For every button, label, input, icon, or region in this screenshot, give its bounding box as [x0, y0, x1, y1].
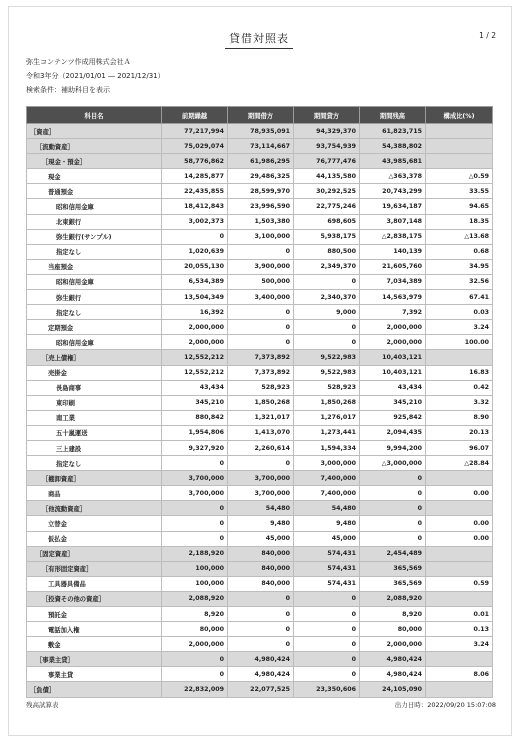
cell-period-credit: 44,135,580 [294, 169, 360, 184]
table-section-row [27, 139, 493, 154]
cell-account-name: 北東銀行 [27, 214, 162, 229]
cell-account-name: 昭和信用金庫 [27, 199, 162, 214]
cell-period-balance: 43,434 [360, 380, 426, 395]
cell-period-credit: 94,329,370 [294, 124, 360, 139]
cell-period-balance: 365,569 [360, 576, 426, 591]
cell-ratio: 0.00 [426, 486, 493, 501]
table-header-row [27, 107, 493, 124]
cell-ratio: 20.13 [426, 425, 493, 440]
cell-ratio: 94.65 [426, 199, 493, 214]
cell-account-name: 現金 [27, 169, 162, 184]
page-number: 1 / 2 [479, 31, 496, 40]
cell-account-name: 預託金 [27, 607, 162, 622]
cell-account-name: 事業主貸 [27, 667, 162, 682]
cell-ratio: 34.95 [426, 259, 493, 274]
cell-ratio: 0.00 [426, 516, 493, 531]
cell-period-credit: 7,400,000 [294, 486, 360, 501]
table-row [27, 410, 493, 425]
cell-period-balance: 0 [360, 501, 426, 516]
cell-account-name: ［現金・預金］ [27, 154, 162, 169]
cell-period-balance: 2,454,489 [360, 546, 426, 561]
cell-period-debit: 3,900,000 [228, 259, 294, 274]
cell-account-name: ［他流動資産］ [27, 501, 162, 516]
cell-account-name: 昭和信用金庫 [27, 335, 162, 350]
column-header-account: 科目名 [27, 107, 162, 124]
cell-period-credit: 1,273,441 [294, 425, 360, 440]
table-row [27, 380, 493, 395]
cell-account-name: 立替金 [27, 516, 162, 531]
cell-period-credit: 93,754,939 [294, 139, 360, 154]
table-row [27, 320, 493, 335]
cell-account-name: 昭和信用金庫 [27, 274, 162, 289]
cell-ratio [426, 154, 493, 169]
table-section-row [27, 652, 493, 667]
cell-account-name: ［有形固定資産］ [27, 561, 162, 576]
cell-period-balance: 54,388,802 [360, 139, 426, 154]
cell-period-balance: 365,569 [360, 561, 426, 576]
cell-account-name: ［流動資産］ [27, 139, 162, 154]
search-condition: 検索条件：補助科目を表示 [26, 86, 110, 94]
cell-period-debit: 3,700,000 [228, 486, 294, 501]
cell-account-name: 指定なし [27, 244, 162, 259]
table-row [27, 637, 493, 652]
cell-account-name: 仮払金 [27, 531, 162, 546]
report-period: 令和3年分（2021/01/01 ― 2021/12/31） [26, 72, 165, 80]
cell-period-debit: 54,480 [228, 501, 294, 516]
cell-period-debit: 840,000 [228, 561, 294, 576]
company-name: 弥生コンテンツ作成用株式会社Ａ [26, 58, 131, 66]
cell-ratio: 3.32 [426, 395, 493, 410]
cell-ratio [426, 124, 493, 139]
cell-prev-balance: 0 [162, 667, 228, 682]
table-row [27, 244, 493, 259]
cell-ratio: 0.01 [426, 607, 493, 622]
cell-account-name: 五十嵐運送 [27, 425, 162, 440]
table-row [27, 425, 493, 440]
cell-account-name: ［投資その他の資産］ [27, 591, 162, 606]
cell-period-credit: 528,923 [294, 380, 360, 395]
cell-period-balance: 0 [360, 486, 426, 501]
cell-period-balance: 24,105,090 [360, 682, 426, 697]
cell-period-balance: 7,392 [360, 305, 426, 320]
cell-ratio: 18.35 [426, 214, 493, 229]
cell-account-name: 売掛金 [27, 365, 162, 380]
table-section-row [27, 124, 493, 139]
cell-period-balance: 19,634,187 [360, 199, 426, 214]
cell-ratio: △0.59 [426, 169, 493, 184]
table-section-row [27, 501, 493, 516]
cell-ratio [426, 350, 493, 365]
cell-account-name: ［事業主貸］ [27, 652, 162, 667]
cell-period-credit: 0 [294, 274, 360, 289]
cell-account-name: 工具器具備品 [27, 576, 162, 591]
cell-ratio [426, 591, 493, 606]
cell-prev-balance: 16,392 [162, 305, 228, 320]
footer-report-name: 残高試算表 [26, 701, 59, 709]
cell-period-credit: 76,777,476 [294, 154, 360, 169]
cell-period-balance: 0 [360, 471, 426, 486]
cell-period-credit: 9,522,983 [294, 350, 360, 365]
table-row [27, 229, 493, 244]
table-section-row [27, 471, 493, 486]
cell-period-credit: 3,000,000 [294, 456, 360, 471]
cell-account-name: ［固定資産］ [27, 546, 162, 561]
table-row [27, 395, 493, 410]
cell-prev-balance: 9,327,920 [162, 440, 228, 455]
cell-period-debit: 4,980,424 [228, 667, 294, 682]
cell-account-name: 三上建設 [27, 440, 162, 455]
cell-period-debit: 0 [228, 305, 294, 320]
table-row [27, 184, 493, 199]
cell-period-debit: 0 [228, 320, 294, 335]
cell-period-debit: 0 [228, 335, 294, 350]
cell-period-credit: 880,500 [294, 244, 360, 259]
cell-ratio [426, 652, 493, 667]
cell-period-credit: 7,400,000 [294, 471, 360, 486]
cell-period-credit: 22,775,246 [294, 199, 360, 214]
table-section-row [27, 682, 493, 697]
cell-period-balance: 345,210 [360, 395, 426, 410]
cell-prev-balance: 100,000 [162, 576, 228, 591]
cell-prev-balance: 8,920 [162, 607, 228, 622]
cell-period-credit: 574,431 [294, 576, 360, 591]
cell-period-credit: 1,850,268 [294, 395, 360, 410]
table-row [27, 622, 493, 637]
cell-period-balance: 2,088,920 [360, 591, 426, 606]
cell-period-credit: 5,938,175 [294, 229, 360, 244]
cell-ratio: 100.00 [426, 335, 493, 350]
cell-ratio: 0.68 [426, 244, 493, 259]
cell-prev-balance: 22,832,009 [162, 682, 228, 697]
cell-period-credit: 9,480 [294, 516, 360, 531]
cell-prev-balance: 43,434 [162, 380, 228, 395]
cell-period-debit: 840,000 [228, 546, 294, 561]
column-header-credit: 期間貸方 [294, 107, 360, 124]
cell-period-debit: 2,260,614 [228, 440, 294, 455]
cell-prev-balance: 0 [162, 516, 228, 531]
report-title: 貸借対照表 [0, 30, 518, 49]
cell-period-debit: 7,373,892 [228, 350, 294, 365]
cell-period-balance: 9,994,200 [360, 440, 426, 455]
cell-period-credit: 0 [294, 607, 360, 622]
cell-prev-balance: 1,020,639 [162, 244, 228, 259]
cell-period-balance: 140,139 [360, 244, 426, 259]
cell-prev-balance: 80,000 [162, 622, 228, 637]
cell-period-credit: 574,431 [294, 546, 360, 561]
column-header-debit: 期間借方 [228, 107, 294, 124]
table-section-row [27, 561, 493, 576]
table-row [27, 607, 493, 622]
cell-prev-balance: 22,435,855 [162, 184, 228, 199]
cell-prev-balance: 6,534,389 [162, 274, 228, 289]
cell-ratio: 32.56 [426, 274, 493, 289]
cell-period-debit: 500,000 [228, 274, 294, 289]
cell-ratio: 8.06 [426, 667, 493, 682]
cell-account-name: ［棚卸資産］ [27, 471, 162, 486]
cell-period-debit: 28,599,970 [228, 184, 294, 199]
table-row [27, 456, 493, 471]
cell-period-credit: 1,594,334 [294, 440, 360, 455]
cell-prev-balance: 3,002,373 [162, 214, 228, 229]
table-section-row [27, 546, 493, 561]
cell-period-balance: 43,985,681 [360, 154, 426, 169]
cell-ratio [426, 139, 493, 154]
cell-period-debit: 528,923 [228, 380, 294, 395]
cell-period-debit: 0 [228, 244, 294, 259]
cell-ratio [426, 546, 493, 561]
table-row [27, 305, 493, 320]
cell-period-balance: 0 [360, 531, 426, 546]
cell-ratio: 96.07 [426, 440, 493, 455]
table-row [27, 440, 493, 455]
cell-ratio: 3.24 [426, 320, 493, 335]
cell-period-balance: △363,378 [360, 169, 426, 184]
cell-prev-balance: 13,504,349 [162, 290, 228, 305]
cell-prev-balance: 100,000 [162, 561, 228, 576]
cell-ratio: △13.68 [426, 229, 493, 244]
footer-output-datetime: 出力日時：2022/09/20 15:07:08 [394, 701, 496, 709]
cell-period-balance: 7,034,389 [360, 274, 426, 289]
table-row [27, 335, 493, 350]
cell-period-debit: 29,486,325 [228, 169, 294, 184]
cell-prev-balance: 0 [162, 456, 228, 471]
table-section-row [27, 591, 493, 606]
cell-period-balance: 925,842 [360, 410, 426, 425]
cell-period-debit: 3,100,000 [228, 229, 294, 244]
cell-ratio: 33.55 [426, 184, 493, 199]
cell-ratio: 0.03 [426, 305, 493, 320]
cell-ratio: 0.42 [426, 380, 493, 395]
cell-period-debit: 1,413,070 [228, 425, 294, 440]
cell-ratio: 3.24 [426, 637, 493, 652]
cell-period-debit: 3,400,000 [228, 290, 294, 305]
cell-ratio [426, 561, 493, 576]
cell-prev-balance: 0 [162, 531, 228, 546]
cell-account-name: 普通預金 [27, 184, 162, 199]
cell-period-balance: 10,403,121 [360, 365, 426, 380]
cell-period-credit: 54,480 [294, 501, 360, 516]
cell-period-balance: 3,807,148 [360, 214, 426, 229]
cell-period-credit: 0 [294, 667, 360, 682]
table-row [27, 486, 493, 501]
cell-period-debit: 840,000 [228, 576, 294, 591]
cell-period-balance: 0 [360, 516, 426, 531]
cell-account-name: 定期預金 [27, 320, 162, 335]
cell-period-credit: 698,605 [294, 214, 360, 229]
table-row [27, 214, 493, 229]
cell-period-debit: 73,114,667 [228, 139, 294, 154]
cell-period-debit: 0 [228, 591, 294, 606]
cell-account-name: 南工業 [27, 410, 162, 425]
cell-prev-balance: 2,188,920 [162, 546, 228, 561]
column-header-ratio: 構成比(%) [426, 107, 493, 124]
cell-period-balance: 61,823,715 [360, 124, 426, 139]
table-row [27, 576, 493, 591]
cell-prev-balance: 0 [162, 652, 228, 667]
cell-period-credit: 0 [294, 652, 360, 667]
cell-ratio: 16.83 [426, 365, 493, 380]
table-section-row [27, 154, 493, 169]
cell-period-balance: 4,980,424 [360, 667, 426, 682]
cell-account-name: ［売上債権］ [27, 350, 162, 365]
column-header-prev: 前期繰越 [162, 107, 228, 124]
cell-period-balance: 4,980,424 [360, 652, 426, 667]
cell-period-balance: 8,920 [360, 607, 426, 622]
cell-prev-balance: 0 [162, 229, 228, 244]
table-row [27, 199, 493, 214]
cell-prev-balance: 2,000,000 [162, 335, 228, 350]
cell-period-balance: 14,563,979 [360, 290, 426, 305]
cell-ratio: 0.00 [426, 531, 493, 546]
cell-period-balance: 80,000 [360, 622, 426, 637]
cell-period-credit: 2,349,370 [294, 259, 360, 274]
cell-prev-balance: 2,000,000 [162, 320, 228, 335]
cell-period-debit: 7,373,892 [228, 365, 294, 380]
cell-period-debit: 4,980,424 [228, 652, 294, 667]
cell-prev-balance: 3,700,000 [162, 471, 228, 486]
cell-period-credit: 9,000 [294, 305, 360, 320]
cell-prev-balance: 75,029,074 [162, 139, 228, 154]
cell-account-name: ［資産］ [27, 124, 162, 139]
cell-prev-balance: 12,552,212 [162, 365, 228, 380]
table-section-row [27, 350, 493, 365]
cell-prev-balance: 18,412,843 [162, 199, 228, 214]
cell-period-credit: 0 [294, 320, 360, 335]
cell-prev-balance: 20,055,130 [162, 259, 228, 274]
cell-period-balance: 2,000,000 [360, 320, 426, 335]
cell-period-balance: △2,838,175 [360, 229, 426, 244]
cell-ratio [426, 471, 493, 486]
cell-prev-balance: 345,210 [162, 395, 228, 410]
cell-account-name: 当座預金 [27, 259, 162, 274]
cell-period-debit: 0 [228, 622, 294, 637]
cell-ratio: 67.41 [426, 290, 493, 305]
cell-period-balance: 10,403,121 [360, 350, 426, 365]
cell-period-debit: 1,321,017 [228, 410, 294, 425]
table-row [27, 169, 493, 184]
cell-ratio: 0.59 [426, 576, 493, 591]
cell-period-balance: 20,743,299 [360, 184, 426, 199]
cell-period-credit: 9,522,983 [294, 365, 360, 380]
cell-account-name: 弥生銀行 [27, 290, 162, 305]
cell-period-balance: 2,094,435 [360, 425, 426, 440]
cell-period-balance: △3,000,000 [360, 456, 426, 471]
cell-period-credit: 0 [294, 622, 360, 637]
cell-prev-balance: 3,700,000 [162, 486, 228, 501]
cell-period-debit: 9,480 [228, 516, 294, 531]
cell-prev-balance: 2,088,920 [162, 591, 228, 606]
cell-period-debit: 22,077,525 [228, 682, 294, 697]
cell-period-debit: 45,000 [228, 531, 294, 546]
cell-period-credit: 23,350,606 [294, 682, 360, 697]
cell-account-name: 東印刷 [27, 395, 162, 410]
cell-period-debit: 1,503,380 [228, 214, 294, 229]
cell-period-credit: 0 [294, 591, 360, 606]
cell-account-name: 長島商事 [27, 380, 162, 395]
table-row [27, 290, 493, 305]
cell-ratio: △28.84 [426, 456, 493, 471]
table-row [27, 531, 493, 546]
cell-period-debit: 0 [228, 637, 294, 652]
cell-prev-balance: 12,552,212 [162, 350, 228, 365]
table-row [27, 274, 493, 289]
cell-prev-balance: 2,000,000 [162, 637, 228, 652]
cell-account-name: 弥生銀行(サンプル) [27, 229, 162, 244]
cell-period-balance: 2,000,000 [360, 637, 426, 652]
cell-period-credit: 45,000 [294, 531, 360, 546]
cell-period-debit: 78,935,091 [228, 124, 294, 139]
cell-ratio [426, 682, 493, 697]
cell-prev-balance: 0 [162, 501, 228, 516]
cell-account-name: 商品 [27, 486, 162, 501]
cell-period-credit: 1,276,017 [294, 410, 360, 425]
cell-period-credit: 0 [294, 335, 360, 350]
table-row [27, 667, 493, 682]
cell-prev-balance: 58,776,862 [162, 154, 228, 169]
cell-period-debit: 23,996,590 [228, 199, 294, 214]
cell-period-debit: 0 [228, 607, 294, 622]
cell-period-credit: 2,340,370 [294, 290, 360, 305]
cell-ratio [426, 501, 493, 516]
table-row [27, 516, 493, 531]
cell-ratio: 0.13 [426, 622, 493, 637]
table-row [27, 365, 493, 380]
cell-ratio: 8.90 [426, 410, 493, 425]
cell-period-debit: 3,700,000 [228, 471, 294, 486]
cell-prev-balance: 14,285,877 [162, 169, 228, 184]
column-header-balance: 期間残高 [360, 107, 426, 124]
cell-prev-balance: 880,842 [162, 410, 228, 425]
cell-account-name: 指定なし [27, 456, 162, 471]
cell-prev-balance: 1,954,806 [162, 425, 228, 440]
cell-account-name: 指定なし [27, 305, 162, 320]
cell-account-name: 敷金 [27, 637, 162, 652]
cell-period-balance: 2,000,000 [360, 335, 426, 350]
cell-period-credit: 30,292,525 [294, 184, 360, 199]
balance-sheet-table [26, 106, 493, 698]
cell-period-credit: 0 [294, 637, 360, 652]
cell-period-debit: 1,850,268 [228, 395, 294, 410]
cell-account-name: ［負債］ [27, 682, 162, 697]
cell-period-debit: 61,986,295 [228, 154, 294, 169]
cell-period-debit: 0 [228, 456, 294, 471]
table-row [27, 259, 493, 274]
cell-prev-balance: 77,217,994 [162, 124, 228, 139]
cell-period-balance: 21,605,760 [360, 259, 426, 274]
cell-account-name: 電話加入権 [27, 622, 162, 637]
cell-period-credit: 574,431 [294, 561, 360, 576]
